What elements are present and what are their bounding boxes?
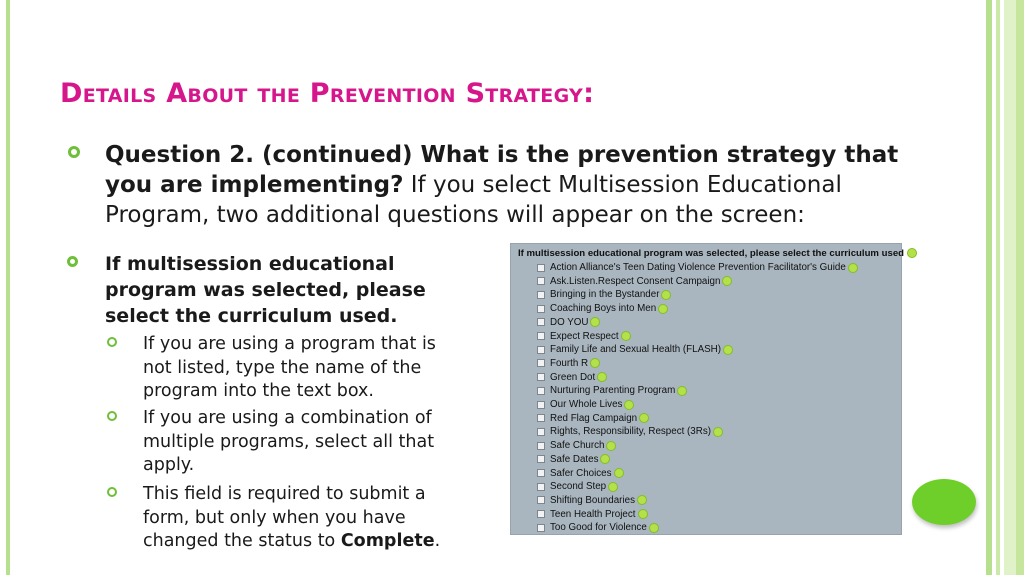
option-checkbox[interactable]: [537, 373, 545, 381]
option-label: Ask.Listen.Respect Consent Campaign: [550, 275, 721, 287]
help-icon[interactable]: [638, 509, 648, 519]
option-label: Safer Choices: [550, 467, 612, 479]
option-label: Teen Health Project: [550, 508, 636, 520]
curriculum-option[interactable]: [537, 288, 671, 301]
sub3-complete: Complete: [340, 531, 435, 551]
option-label: DO YOU: [550, 316, 589, 328]
help-icon[interactable]: [848, 263, 858, 273]
option-label: Safe Church: [550, 440, 605, 452]
curriculum-option[interactable]: [537, 521, 659, 534]
option-checkbox[interactable]: [537, 496, 545, 504]
help-icon[interactable]: [658, 304, 668, 314]
curriculum-option[interactable]: [537, 357, 600, 370]
option-label: Second Step: [550, 481, 607, 493]
help-icon[interactable]: [677, 386, 687, 396]
option-checkbox[interactable]: [537, 387, 545, 395]
option-checkbox[interactable]: [537, 277, 545, 285]
sub-bullet-icon: [107, 487, 117, 497]
curriculum-option[interactable]: [537, 494, 647, 507]
curriculum-option[interactable]: [537, 453, 610, 466]
multisession-heading: If multisession educational program was selected, please select the curriculum used.: [105, 253, 426, 327]
sub-bullet-icon: [107, 411, 117, 421]
help-icon[interactable]: [722, 276, 732, 286]
option-label: Rights, Responsibility, Respect (3Rs): [550, 426, 711, 438]
option-label: Action Alliance's Teen Dating Violence Prevention Facilitator's Guide: [550, 262, 846, 273]
question-2-bold: Question 2. (continued) What is the prevention strategy that you are implementing?: [105, 142, 899, 198]
help-icon[interactable]: [661, 290, 671, 300]
curriculum-option[interactable]: [537, 261, 858, 274]
curriculum-option[interactable]: [537, 384, 687, 397]
option-label: Green Dot: [550, 371, 596, 383]
help-icon[interactable]: [614, 468, 624, 478]
option-checkbox[interactable]: [537, 524, 545, 532]
curriculum-option[interactable]: [537, 467, 624, 480]
option-label: Our Whole Lives: [550, 399, 623, 410]
curriculum-option[interactable]: [537, 330, 631, 343]
help-icon[interactable]: [713, 427, 723, 437]
option-label: Fourth R: [550, 357, 589, 369]
question-2-text: [105, 140, 905, 230]
curriculum-option[interactable]: [537, 316, 600, 329]
option-label: Too Good for Violence: [550, 522, 647, 534]
sub3-post: .: [434, 531, 441, 551]
curriculum-option[interactable]: [537, 425, 723, 438]
option-checkbox[interactable]: [537, 264, 545, 272]
help-icon[interactable]: [600, 454, 610, 464]
slide-title: Details About the Prevention Strategy:: [60, 78, 595, 109]
option-checkbox[interactable]: [537, 469, 545, 477]
curriculum-form-screenshot: [510, 243, 905, 535]
help-icon[interactable]: [621, 331, 631, 341]
curriculum-option[interactable]: [537, 412, 649, 425]
help-icon[interactable]: [597, 372, 607, 382]
help-icon[interactable]: [624, 400, 634, 410]
sub-bullet-icon: [107, 337, 117, 347]
option-label: Bringing in the Bystander: [550, 289, 660, 301]
option-label: Red Flag Campaign: [550, 412, 638, 424]
option-checkbox[interactable]: [537, 483, 545, 491]
curriculum-option[interactable]: [537, 302, 668, 315]
decorative-green-circle: [912, 479, 976, 525]
curriculum-option[interactable]: [537, 439, 616, 452]
sub-point-combination: If you are using a combination of multiple programs, select all that apply.: [143, 408, 435, 475]
help-icon[interactable]: [723, 345, 733, 355]
option-label: Shifting Boundaries: [550, 494, 635, 506]
bullet-icon: [68, 146, 80, 158]
curriculum-question-label: If multisession educational program was selected, please select the curriculum used: [518, 248, 917, 259]
option-checkbox[interactable]: [537, 305, 545, 313]
option-checkbox[interactable]: [537, 510, 545, 518]
option-label: Expect Respect: [550, 330, 619, 342]
option-checkbox[interactable]: [537, 442, 545, 450]
help-icon[interactable]: [907, 248, 917, 258]
sub3-pre: This field is required to submit a form, but only when you have changed the status to: [143, 484, 426, 551]
help-icon[interactable]: [590, 358, 600, 368]
help-icon[interactable]: [639, 413, 649, 423]
help-icon[interactable]: [637, 495, 647, 505]
option-checkbox[interactable]: [537, 359, 545, 367]
option-label: Nurturing Parenting Program: [550, 385, 676, 397]
sub-point-required: [143, 483, 453, 554]
sub-point-not-listed: If you are using a program that is not listed, type the name of the program into the text box.: [143, 334, 436, 401]
option-checkbox[interactable]: [537, 401, 545, 409]
curriculum-option[interactable]: [537, 371, 607, 384]
option-checkbox[interactable]: [537, 428, 545, 436]
right-border-stripes: [986, 0, 1024, 575]
left-border-stripe: [6, 0, 10, 575]
curriculum-option[interactable]: [537, 508, 648, 521]
help-icon[interactable]: [649, 523, 659, 533]
option-label: Safe Dates: [550, 453, 599, 465]
option-label: Family Life and Sexual Health (FLASH): [550, 344, 721, 356]
help-icon[interactable]: [606, 441, 616, 451]
option-label: Coaching Boys into Men: [550, 303, 657, 315]
curriculum-option[interactable]: [537, 275, 732, 288]
curriculum-option[interactable]: [537, 343, 733, 356]
option-checkbox[interactable]: [537, 414, 545, 422]
bullet-icon: [67, 256, 78, 267]
option-checkbox[interactable]: [537, 318, 545, 326]
curriculum-option[interactable]: [537, 480, 618, 493]
option-checkbox[interactable]: [537, 291, 545, 299]
option-checkbox[interactable]: [537, 332, 545, 340]
question-2-rest: If you select Multisession Educational Program, two additional questions will appear on the screen:: [105, 172, 842, 228]
option-checkbox[interactable]: [537, 455, 545, 463]
option-checkbox[interactable]: [537, 346, 545, 354]
curriculum-option[interactable]: [537, 398, 634, 411]
help-icon[interactable]: [608, 482, 618, 492]
help-icon[interactable]: [590, 317, 600, 327]
